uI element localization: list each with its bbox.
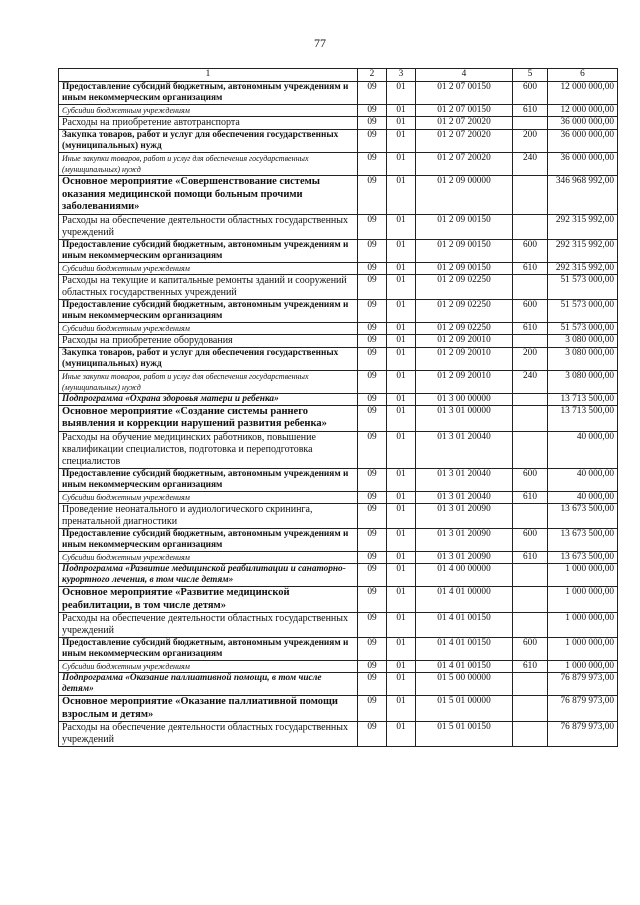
item-name-cell: Предоставление субсидий бюджетным, автономным учреждениям и иным некоммерческим организациям (59, 528, 358, 551)
amount-cell: 12 000 000,00 (548, 82, 618, 105)
section-cell: 09 (358, 673, 387, 696)
expense-type-cell (513, 673, 548, 696)
item-name-cell: Закупка товаров, работ и услуг для обеспечения государственных (муниципальных) нужд (59, 347, 358, 370)
target-article-cell: 01 3 01 20040 (416, 468, 513, 491)
expense-type-cell: 610 (513, 262, 548, 274)
subsection-cell: 01 (387, 491, 416, 503)
section-cell: 09 (358, 528, 387, 551)
section-cell: 09 (358, 491, 387, 503)
expense-type-cell: 610 (513, 322, 548, 334)
target-article-cell: 01 2 07 20020 (416, 130, 513, 153)
amount-cell: 292 315 992,00 (548, 239, 618, 262)
subsection-cell: 01 (387, 299, 416, 322)
subsection-cell: 01 (387, 393, 416, 405)
item-name-cell: Подпрограмма «Оказание паллиативной помощи, в том числе детям» (59, 673, 358, 696)
item-name-cell: Иные закупки товаров, работ и услуг для обеспечения государственных (муниципальных) нужд (59, 153, 358, 176)
subsection-cell: 01 (387, 130, 416, 153)
expense-type-cell (513, 696, 548, 722)
expense-type-cell (513, 214, 548, 239)
section-cell: 09 (358, 262, 387, 274)
item-name-cell: Основное мероприятие «Развитие медицинской реабилитации, в том числе детям» (59, 586, 358, 612)
section-cell: 09 (358, 322, 387, 334)
table-row (59, 528, 618, 551)
amount-cell: 13 673 500,00 (548, 551, 618, 563)
section-cell: 09 (358, 722, 387, 747)
target-article-cell: 01 3 00 00000 (416, 393, 513, 405)
expense-type-cell: 600 (513, 82, 548, 105)
table-row (59, 503, 618, 528)
table-row (59, 82, 618, 105)
section-cell: 09 (358, 613, 387, 638)
target-article-cell: 01 4 01 00150 (416, 638, 513, 661)
target-article-cell: 01 2 09 20010 (416, 347, 513, 370)
expense-type-cell: 240 (513, 370, 548, 393)
table-row (59, 491, 618, 503)
item-name-cell: Основное мероприятие «Оказание паллиативной помощи взрослым и детям» (59, 696, 358, 722)
table-row (59, 393, 618, 405)
target-article-cell: 01 3 01 20040 (416, 491, 513, 503)
subsection-cell: 01 (387, 586, 416, 612)
amount-cell: 51 573 000,00 (548, 274, 618, 299)
amount-cell: 76 879 973,00 (548, 722, 618, 747)
expense-type-cell (513, 431, 548, 468)
table-row (59, 214, 618, 239)
subsection-cell: 01 (387, 214, 416, 239)
section-cell: 09 (358, 503, 387, 528)
target-article-cell: 01 2 09 00150 (416, 239, 513, 262)
amount-cell: 292 315 992,00 (548, 262, 618, 274)
target-article-cell: 01 2 07 00150 (416, 82, 513, 105)
table-row (59, 274, 618, 299)
target-article-cell: 01 2 09 02250 (416, 274, 513, 299)
subsection-cell: 01 (387, 563, 416, 586)
section-cell: 09 (358, 299, 387, 322)
section-cell: 09 (358, 82, 387, 105)
target-article-cell: 01 5 00 00000 (416, 673, 513, 696)
subsection-cell: 01 (387, 503, 416, 528)
item-name-cell: Подпрограмма «Охрана здоровья матери и ребенка» (59, 393, 358, 405)
table-row (59, 551, 618, 563)
table-row (59, 661, 618, 673)
section-cell: 09 (358, 130, 387, 153)
expense-type-cell: 600 (513, 528, 548, 551)
budget-table (58, 68, 618, 747)
expense-type-cell: 610 (513, 105, 548, 117)
expense-type-cell (513, 563, 548, 586)
amount-cell: 12 000 000,00 (548, 105, 618, 117)
target-article-cell: 01 2 07 20020 (416, 153, 513, 176)
subsection-cell: 01 (387, 105, 416, 117)
expense-type-cell: 610 (513, 551, 548, 563)
section-cell: 09 (358, 176, 387, 215)
table-row (59, 334, 618, 347)
item-name-cell: Расходы на обеспечение деятельности областных государственных учреждений (59, 214, 358, 239)
section-cell: 09 (358, 214, 387, 239)
expense-type-cell: 200 (513, 130, 548, 153)
subsection-cell: 01 (387, 696, 416, 722)
section-cell: 09 (358, 468, 387, 491)
target-article-cell: 01 4 00 00000 (416, 563, 513, 586)
table-row (59, 468, 618, 491)
subsection-cell: 01 (387, 431, 416, 468)
subsection-cell: 01 (387, 176, 416, 215)
table-row (59, 696, 618, 722)
section-cell: 09 (358, 393, 387, 405)
subsection-cell: 01 (387, 661, 416, 673)
item-name-cell: Предоставление субсидий бюджетным, автономным учреждениям и иным некоммерческим организациям (59, 82, 358, 105)
section-cell: 09 (358, 696, 387, 722)
item-name-cell: Субсидии бюджетным учреждениям (59, 551, 358, 563)
expense-type-cell (513, 117, 548, 130)
table-header-row (59, 69, 618, 82)
item-name-cell: Расходы на текущие и капитальные ремонты зданий и сооружений областных государственных учреждений (59, 274, 358, 299)
subsection-cell: 01 (387, 468, 416, 491)
section-cell: 09 (358, 551, 387, 563)
expense-type-cell: 600 (513, 239, 548, 262)
amount-cell: 51 573 000,00 (548, 299, 618, 322)
expense-type-cell (513, 334, 548, 347)
target-article-cell: 01 2 09 20010 (416, 334, 513, 347)
expense-type-cell: 600 (513, 468, 548, 491)
expense-type-cell: 600 (513, 299, 548, 322)
item-name-cell: Расходы на обучение медицинских работников, повышение квалификации специалистов, подготовка и переподготовка специалистов (59, 431, 358, 468)
amount-cell: 40 000,00 (548, 491, 618, 503)
amount-cell: 13 673 500,00 (548, 503, 618, 528)
amount-cell: 76 879 973,00 (548, 673, 618, 696)
amount-cell: 3 080 000,00 (548, 347, 618, 370)
table-row (59, 722, 618, 747)
subsection-cell: 01 (387, 370, 416, 393)
section-cell: 09 (358, 334, 387, 347)
item-name-cell: Предоставление субсидий бюджетным, автономным учреждениям и иным некоммерческим организациям (59, 299, 358, 322)
item-name-cell: Подпрограмма «Развитие медицинской реабилитации и санаторно-курортного лечения, в том числе детям» (59, 563, 358, 586)
header-cell: 5 (513, 69, 548, 82)
section-cell: 09 (358, 661, 387, 673)
target-article-cell: 01 3 01 20090 (416, 528, 513, 551)
expense-type-cell (513, 586, 548, 612)
expense-type-cell: 610 (513, 661, 548, 673)
table-row (59, 370, 618, 393)
target-article-cell: 01 4 01 00150 (416, 661, 513, 673)
table-row (59, 613, 618, 638)
page-number: 77 (314, 36, 326, 50)
subsection-cell: 01 (387, 153, 416, 176)
item-name-cell: Закупка товаров, работ и услуг для обеспечения государственных (муниципальных) нужд (59, 130, 358, 153)
subsection-cell: 01 (387, 274, 416, 299)
target-article-cell: 01 5 01 00150 (416, 722, 513, 747)
amount-cell: 40 000,00 (548, 468, 618, 491)
subsection-cell: 01 (387, 551, 416, 563)
expense-type-cell: 600 (513, 638, 548, 661)
table-row (59, 347, 618, 370)
section-cell: 09 (358, 586, 387, 612)
expense-type-cell (513, 503, 548, 528)
subsection-cell: 01 (387, 82, 416, 105)
target-article-cell: 01 5 01 00000 (416, 696, 513, 722)
item-name-cell: Субсидии бюджетным учреждениям (59, 491, 358, 503)
item-name-cell: Предоставление субсидий бюджетным, автономным учреждениям и иным некоммерческим организациям (59, 239, 358, 262)
target-article-cell: 01 2 09 20010 (416, 370, 513, 393)
section-cell: 09 (358, 563, 387, 586)
table-row (59, 586, 618, 612)
expense-type-cell (513, 405, 548, 431)
target-article-cell: 01 2 09 00150 (416, 262, 513, 274)
section-cell: 09 (358, 239, 387, 262)
subsection-cell: 01 (387, 613, 416, 638)
section-cell: 09 (358, 347, 387, 370)
header-cell: 2 (358, 69, 387, 82)
target-article-cell: 01 3 01 20040 (416, 431, 513, 468)
target-article-cell: 01 2 09 00000 (416, 176, 513, 215)
amount-cell: 3 080 000,00 (548, 334, 618, 347)
item-name-cell: Иные закупки товаров, работ и услуг для обеспечения государственных (муниципальных) нужд (59, 370, 358, 393)
subsection-cell: 01 (387, 638, 416, 661)
expense-type-cell (513, 722, 548, 747)
item-name-cell: Основное мероприятие «Совершенствование системы оказания медицинской помощи больным прочими заболеваниями» (59, 176, 358, 215)
amount-cell: 13 673 500,00 (548, 528, 618, 551)
target-article-cell: 01 4 01 00000 (416, 586, 513, 612)
subsection-cell: 01 (387, 722, 416, 747)
subsection-cell: 01 (387, 673, 416, 696)
amount-cell: 40 000,00 (548, 431, 618, 468)
item-name-cell: Субсидии бюджетным учреждениям (59, 661, 358, 673)
item-name-cell: Предоставление субсидий бюджетным, автономным учреждениям и иным некоммерческим организациям (59, 638, 358, 661)
subsection-cell: 01 (387, 405, 416, 431)
target-article-cell: 01 2 09 00150 (416, 214, 513, 239)
amount-cell: 1 000 000,00 (548, 586, 618, 612)
table-row (59, 673, 618, 696)
table-row (59, 322, 618, 334)
expense-type-cell (513, 176, 548, 215)
amount-cell: 36 000 000,00 (548, 130, 618, 153)
expense-type-cell: 240 (513, 153, 548, 176)
target-article-cell: 01 2 07 00150 (416, 105, 513, 117)
amount-cell: 1 000 000,00 (548, 613, 618, 638)
item-name-cell: Расходы на приобретение автотранспорта (59, 117, 358, 130)
expense-type-cell (513, 613, 548, 638)
header-cell: 6 (548, 69, 618, 82)
subsection-cell: 01 (387, 117, 416, 130)
target-article-cell: 01 2 09 02250 (416, 322, 513, 334)
section-cell: 09 (358, 153, 387, 176)
item-name-cell: Основное мероприятие «Создание системы раннего выявления и коррекции нарушений развития ребенка» (59, 405, 358, 431)
item-name-cell: Субсидии бюджетным учреждениям (59, 322, 358, 334)
table-row (59, 638, 618, 661)
subsection-cell: 01 (387, 322, 416, 334)
amount-cell: 36 000 000,00 (548, 117, 618, 130)
table-row (59, 105, 618, 117)
item-name-cell: Субсидии бюджетным учреждениям (59, 262, 358, 274)
subsection-cell: 01 (387, 334, 416, 347)
subsection-cell: 01 (387, 347, 416, 370)
header-cell: 3 (387, 69, 416, 82)
amount-cell: 346 968 992,00 (548, 176, 618, 215)
amount-cell: 51 573 000,00 (548, 322, 618, 334)
table-row (59, 153, 618, 176)
item-name-cell: Расходы на приобретение оборудования (59, 334, 358, 347)
amount-cell: 1 000 000,00 (548, 638, 618, 661)
item-name-cell: Расходы на обеспечение деятельности областных государственных учреждений (59, 722, 358, 747)
target-article-cell: 01 4 01 00150 (416, 613, 513, 638)
amount-cell: 1 000 000,00 (548, 661, 618, 673)
table-row (59, 431, 618, 468)
amount-cell: 13 713 500,00 (548, 405, 618, 431)
section-cell: 09 (358, 117, 387, 130)
target-article-cell: 01 2 07 20020 (416, 117, 513, 130)
table-row (59, 563, 618, 586)
subsection-cell: 01 (387, 239, 416, 262)
expense-type-cell: 200 (513, 347, 548, 370)
amount-cell: 36 000 000,00 (548, 153, 618, 176)
amount-cell: 76 879 973,00 (548, 696, 618, 722)
item-name-cell: Расходы на обеспечение деятельности областных государственных учреждений (59, 613, 358, 638)
table-row (59, 117, 618, 130)
section-cell: 09 (358, 431, 387, 468)
target-article-cell: 01 3 01 20090 (416, 503, 513, 528)
header-cell: 1 (59, 69, 358, 82)
amount-cell: 3 080 000,00 (548, 370, 618, 393)
expense-type-cell (513, 393, 548, 405)
subsection-cell: 01 (387, 528, 416, 551)
amount-cell: 1 000 000,00 (548, 563, 618, 586)
item-name-cell: Субсидии бюджетным учреждениям (59, 105, 358, 117)
table-row (59, 405, 618, 431)
section-cell: 09 (358, 405, 387, 431)
section-cell: 09 (358, 638, 387, 661)
subsection-cell: 01 (387, 262, 416, 274)
table-row (59, 239, 618, 262)
table-body (59, 69, 618, 747)
table-row (59, 299, 618, 322)
header-cell: 4 (416, 69, 513, 82)
table-row (59, 130, 618, 153)
target-article-cell: 01 2 09 02250 (416, 299, 513, 322)
target-article-cell: 01 3 01 00000 (416, 405, 513, 431)
section-cell: 09 (358, 105, 387, 117)
table-row (59, 176, 618, 215)
section-cell: 09 (358, 274, 387, 299)
expense-type-cell: 610 (513, 491, 548, 503)
item-name-cell: Проведение неонатального и аудиологического скрининга, пренатальной диагностики (59, 503, 358, 528)
amount-cell: 292 315 992,00 (548, 214, 618, 239)
section-cell: 09 (358, 370, 387, 393)
table-row (59, 262, 618, 274)
target-article-cell: 01 3 01 20090 (416, 551, 513, 563)
amount-cell: 13 713 500,00 (548, 393, 618, 405)
expense-type-cell (513, 274, 548, 299)
item-name-cell: Предоставление субсидий бюджетным, автономным учреждениям и иным некоммерческим организациям (59, 468, 358, 491)
